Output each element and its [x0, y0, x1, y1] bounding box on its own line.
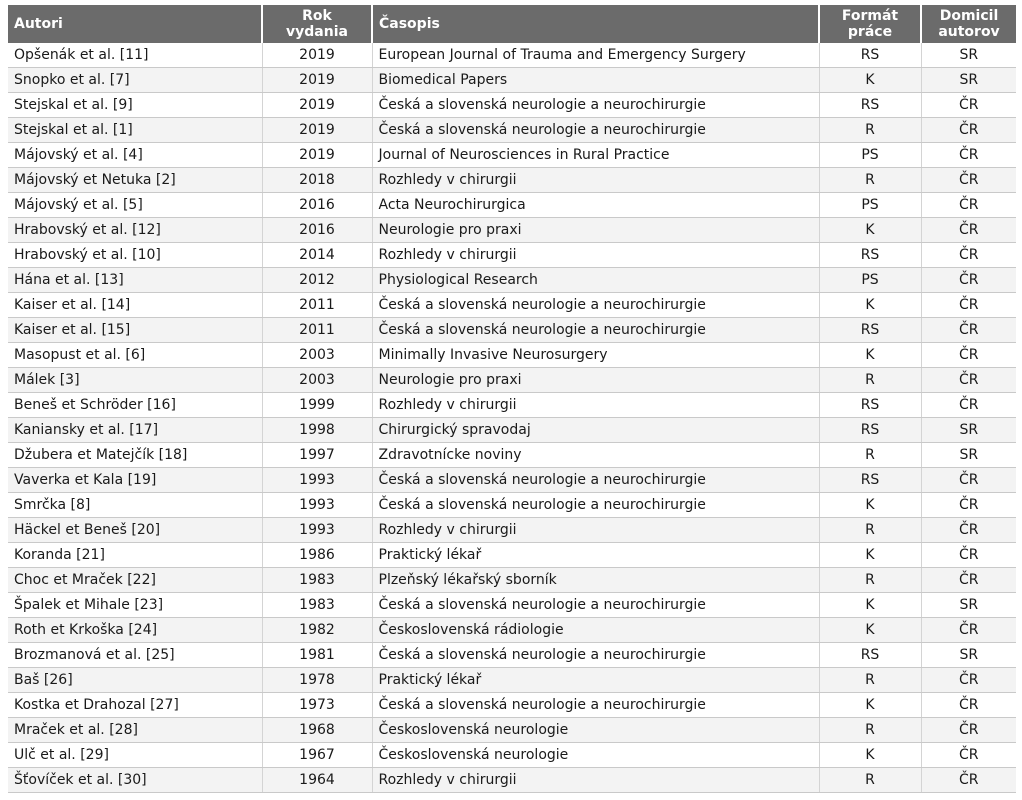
cell-authors: Roth et Krkoška [24]	[8, 618, 262, 643]
cell-year: 2019	[262, 93, 372, 118]
cell-domicile: ČR	[921, 218, 1016, 243]
cell-authors: Hrabovský et al. [12]	[8, 218, 262, 243]
table-row	[8, 143, 1016, 168]
cell-format: R	[819, 668, 921, 693]
cell-journal: Československá rádiologie	[372, 618, 819, 643]
cell-year: 1982	[262, 618, 372, 643]
table-row	[8, 568, 1016, 593]
cell-journal: Rozhledy v chirurgii	[372, 768, 819, 793]
table-row	[8, 118, 1016, 143]
table-row	[8, 243, 1016, 268]
cell-format: K	[819, 68, 921, 93]
cell-authors: Vaverka et Kala [19]	[8, 468, 262, 493]
cell-domicile: ČR	[921, 668, 1016, 693]
cell-journal: Česká a slovenská neurologie a neurochirurgie	[372, 93, 819, 118]
cell-format: R	[819, 443, 921, 468]
cell-journal: Rozhledy v chirurgii	[372, 393, 819, 418]
cell-journal: Česká a slovenská neurologie a neurochirurgie	[372, 293, 819, 318]
cell-domicile: ČR	[921, 393, 1016, 418]
cell-domicile: ČR	[921, 343, 1016, 368]
cell-format: K	[819, 618, 921, 643]
header-domicile: Domicil autorov	[921, 5, 1016, 43]
cell-year: 2019	[262, 143, 372, 168]
cell-authors: Kaiser et al. [14]	[8, 293, 262, 318]
table-body	[8, 43, 1016, 793]
cell-year: 1968	[262, 718, 372, 743]
cell-authors: Kaniansky et al. [17]	[8, 418, 262, 443]
cell-authors: Májovský et Netuka [2]	[8, 168, 262, 193]
table-row	[8, 318, 1016, 343]
table-row	[8, 268, 1016, 293]
table-row	[8, 643, 1016, 668]
cell-year: 2012	[262, 268, 372, 293]
cell-format: R	[819, 568, 921, 593]
cell-journal: Česká a slovenská neurologie a neurochirurgie	[372, 493, 819, 518]
cell-year: 2019	[262, 43, 372, 68]
cell-domicile: SR	[921, 43, 1016, 68]
cell-format: K	[819, 693, 921, 718]
references-table-container	[8, 5, 1016, 793]
table-row	[8, 218, 1016, 243]
cell-year: 2018	[262, 168, 372, 193]
table-row	[8, 743, 1016, 768]
cell-domicile: ČR	[921, 318, 1016, 343]
references-table	[8, 5, 1016, 793]
table-row	[8, 68, 1016, 93]
cell-format: RS	[819, 318, 921, 343]
cell-domicile: ČR	[921, 243, 1016, 268]
cell-domicile: ČR	[921, 718, 1016, 743]
cell-journal: Česká a slovenská neurologie a neurochirurgie	[372, 643, 819, 668]
cell-year: 1999	[262, 393, 372, 418]
cell-journal: Neurologie pro praxi	[372, 368, 819, 393]
cell-authors: Kaiser et al. [15]	[8, 318, 262, 343]
cell-domicile: ČR	[921, 693, 1016, 718]
table-row	[8, 668, 1016, 693]
table-row	[8, 718, 1016, 743]
table-row	[8, 768, 1016, 793]
cell-authors: Snopko et al. [7]	[8, 68, 262, 93]
table-row	[8, 293, 1016, 318]
cell-journal: Československá neurologie	[372, 743, 819, 768]
cell-journal: European Journal of Trauma and Emergency Surgery	[372, 43, 819, 68]
table-row	[8, 443, 1016, 468]
cell-authors: Šťovíček et al. [30]	[8, 768, 262, 793]
cell-format: R	[819, 768, 921, 793]
table-header	[8, 5, 1016, 43]
table-row	[8, 193, 1016, 218]
cell-domicile: SR	[921, 643, 1016, 668]
cell-format: R	[819, 168, 921, 193]
header-year: Rok vydania	[262, 5, 372, 43]
table-row	[8, 168, 1016, 193]
cell-format: K	[819, 343, 921, 368]
cell-domicile: SR	[921, 593, 1016, 618]
cell-authors: Májovský et al. [4]	[8, 143, 262, 168]
cell-format: K	[819, 743, 921, 768]
cell-journal: Zdravotnícke noviny	[372, 443, 819, 468]
cell-format: RS	[819, 43, 921, 68]
cell-authors: Kostka et Drahozal [27]	[8, 693, 262, 718]
table-row	[8, 468, 1016, 493]
cell-year: 2019	[262, 68, 372, 93]
cell-domicile: ČR	[921, 743, 1016, 768]
cell-domicile: ČR	[921, 768, 1016, 793]
cell-format: K	[819, 593, 921, 618]
cell-format: RS	[819, 393, 921, 418]
cell-format: PS	[819, 193, 921, 218]
header-authors: Autori	[8, 5, 262, 43]
cell-authors: Džubera et Matejčík [18]	[8, 443, 262, 468]
cell-year: 2019	[262, 118, 372, 143]
cell-year: 1967	[262, 743, 372, 768]
cell-year: 1981	[262, 643, 372, 668]
cell-journal: Československá neurologie	[372, 718, 819, 743]
cell-year: 1983	[262, 568, 372, 593]
table-row	[8, 418, 1016, 443]
cell-authors: Špalek et Mihale [23]	[8, 593, 262, 618]
cell-journal: Journal of Neurosciences in Rural Practice	[372, 143, 819, 168]
cell-year: 2016	[262, 193, 372, 218]
cell-format: RS	[819, 468, 921, 493]
cell-authors: Baš [26]	[8, 668, 262, 693]
header-journal: Časopis	[372, 5, 819, 43]
cell-domicile: ČR	[921, 493, 1016, 518]
cell-authors: Choc et Mraček [22]	[8, 568, 262, 593]
cell-authors: Opšenák et al. [11]	[8, 43, 262, 68]
cell-year: 2003	[262, 368, 372, 393]
cell-year: 1983	[262, 593, 372, 618]
cell-authors: Hána et al. [13]	[8, 268, 262, 293]
cell-format: RS	[819, 643, 921, 668]
cell-format: PS	[819, 143, 921, 168]
cell-year: 1964	[262, 768, 372, 793]
cell-year: 1986	[262, 543, 372, 568]
table-row	[8, 493, 1016, 518]
cell-year: 2011	[262, 318, 372, 343]
cell-domicile: ČR	[921, 268, 1016, 293]
cell-format: R	[819, 118, 921, 143]
cell-journal: Česká a slovenská neurologie a neurochirurgie	[372, 118, 819, 143]
table-row	[8, 618, 1016, 643]
cell-format: R	[819, 718, 921, 743]
cell-journal: Neurologie pro praxi	[372, 218, 819, 243]
cell-format: R	[819, 518, 921, 543]
cell-authors: Smrčka [8]	[8, 493, 262, 518]
table-row	[8, 518, 1016, 543]
cell-year: 1997	[262, 443, 372, 468]
cell-domicile: ČR	[921, 543, 1016, 568]
cell-domicile: ČR	[921, 168, 1016, 193]
cell-format: RS	[819, 93, 921, 118]
cell-domicile: SR	[921, 418, 1016, 443]
cell-authors: Májovský et al. [5]	[8, 193, 262, 218]
cell-year: 2003	[262, 343, 372, 368]
table-row	[8, 368, 1016, 393]
cell-format: RS	[819, 243, 921, 268]
cell-year: 1998	[262, 418, 372, 443]
cell-year: 1993	[262, 493, 372, 518]
cell-journal: Chirurgický spravodaj	[372, 418, 819, 443]
cell-year: 1978	[262, 668, 372, 693]
table-row	[8, 693, 1016, 718]
header-row	[8, 5, 1016, 43]
cell-authors: Stejskal et al. [9]	[8, 93, 262, 118]
table-row	[8, 393, 1016, 418]
cell-journal: Biomedical Papers	[372, 68, 819, 93]
cell-authors: Beneš et Schröder [16]	[8, 393, 262, 418]
cell-year: 1973	[262, 693, 372, 718]
cell-domicile: ČR	[921, 618, 1016, 643]
cell-journal: Plzeňský lékařský sborník	[372, 568, 819, 593]
cell-journal: Česká a slovenská neurologie a neurochirurgie	[372, 468, 819, 493]
cell-journal: Physiological Research	[372, 268, 819, 293]
cell-journal: Rozhledy v chirurgii	[372, 518, 819, 543]
table-row	[8, 43, 1016, 68]
cell-journal: Minimally Invasive Neurosurgery	[372, 343, 819, 368]
cell-authors: Koranda [21]	[8, 543, 262, 568]
cell-domicile: ČR	[921, 143, 1016, 168]
cell-domicile: ČR	[921, 118, 1016, 143]
cell-journal: Praktický lékař	[372, 668, 819, 693]
cell-journal: Rozhledy v chirurgii	[372, 168, 819, 193]
cell-year: 2011	[262, 293, 372, 318]
cell-authors: Mraček et al. [28]	[8, 718, 262, 743]
cell-domicile: ČR	[921, 93, 1016, 118]
cell-domicile: SR	[921, 68, 1016, 93]
cell-year: 2016	[262, 218, 372, 243]
cell-journal: Česká a slovenská neurologie a neurochirurgie	[372, 693, 819, 718]
cell-format: K	[819, 543, 921, 568]
cell-domicile: ČR	[921, 568, 1016, 593]
cell-format: K	[819, 218, 921, 243]
cell-domicile: SR	[921, 443, 1016, 468]
cell-authors: Málek [3]	[8, 368, 262, 393]
cell-authors: Häckel et Beneš [20]	[8, 518, 262, 543]
cell-format: PS	[819, 268, 921, 293]
cell-domicile: ČR	[921, 468, 1016, 493]
cell-journal: Česká a slovenská neurologie a neurochirurgie	[372, 593, 819, 618]
cell-authors: Brozmanová et al. [25]	[8, 643, 262, 668]
cell-authors: Masopust et al. [6]	[8, 343, 262, 368]
table-row	[8, 593, 1016, 618]
cell-format: R	[819, 368, 921, 393]
cell-year: 1993	[262, 518, 372, 543]
cell-journal: Česká a slovenská neurologie a neurochirurgie	[372, 318, 819, 343]
cell-domicile: ČR	[921, 193, 1016, 218]
cell-domicile: ČR	[921, 518, 1016, 543]
cell-domicile: ČR	[921, 293, 1016, 318]
header-format: Formát práce	[819, 5, 921, 43]
cell-journal: Acta Neurochirurgica	[372, 193, 819, 218]
table-row	[8, 93, 1016, 118]
cell-authors: Stejskal et al. [1]	[8, 118, 262, 143]
cell-format: K	[819, 493, 921, 518]
cell-year: 2014	[262, 243, 372, 268]
cell-year: 1993	[262, 468, 372, 493]
cell-journal: Rozhledy v chirurgii	[372, 243, 819, 268]
cell-authors: Hrabovský et al. [10]	[8, 243, 262, 268]
table-row	[8, 543, 1016, 568]
cell-journal: Praktický lékař	[372, 543, 819, 568]
cell-format: K	[819, 293, 921, 318]
cell-authors: Ulč et al. [29]	[8, 743, 262, 768]
cell-format: RS	[819, 418, 921, 443]
table-row	[8, 343, 1016, 368]
cell-domicile: ČR	[921, 368, 1016, 393]
